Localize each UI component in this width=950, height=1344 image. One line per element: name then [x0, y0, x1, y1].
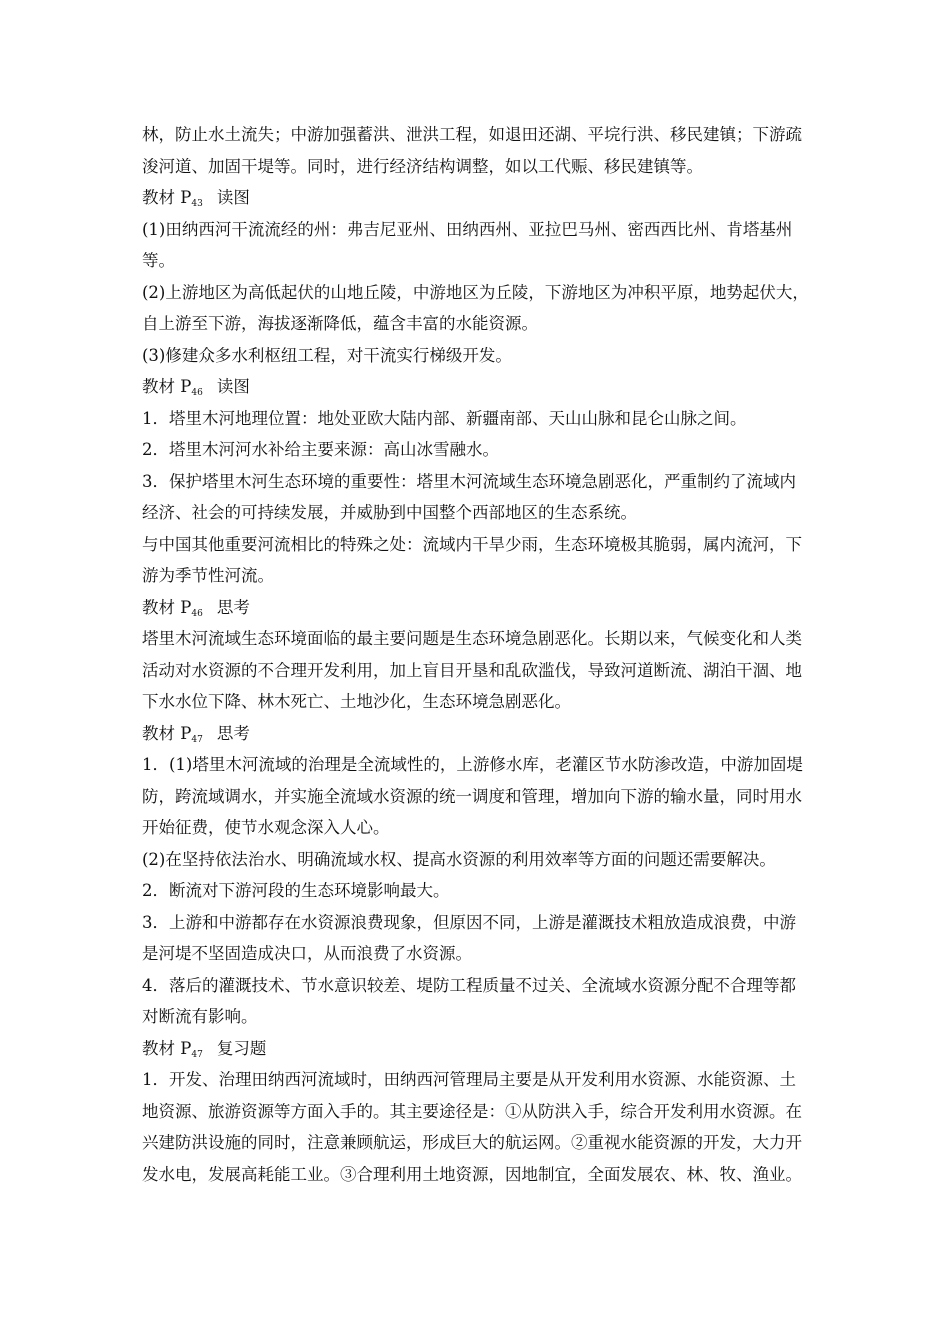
heading-prefix: 教材 P — [142, 188, 192, 207]
text-line: (3)修建众多水利枢纽工程，对干流实行梯级开发。 — [142, 345, 512, 365]
text-line: 3．保护塔里木河生态环境的重要性：塔里木河流域生态环境急剧恶化，严重制约了流域内 — [142, 471, 796, 491]
section-heading — [142, 182, 822, 214]
heading-prefix: 教材 P — [142, 377, 192, 396]
heading-prefix: 教材 P — [142, 1038, 192, 1058]
text-line: 与中国其他重要河流相比的特殊之处：流域内干旱少雨，生态环境极其脆弱，属内流河，下 — [142, 534, 802, 554]
text-line: 2．塔里木河河水补给主要来源：高山冰雪融水。 — [142, 440, 499, 459]
text-line: 经济、社会的可持续发展，并威胁到中国整个西部地区的生态系统。 — [142, 503, 637, 522]
text-line: 2．断流对下游河段的生态环境影响最大。 — [142, 881, 450, 900]
text-line: 1．(1)塔里木河流域的治理是全流域性的，上游修水库，老灌区节水防渗改造，中游加固堤 — [142, 755, 803, 774]
text-line: 4．落后的灌溉技术、节水意识较差、堤防工程质量不过关、全流域水资源分配不合理等都 — [142, 975, 796, 995]
section-heading — [142, 592, 822, 624]
text-line: 发水电，发展高耗能工业。③合理利用土地资源，因地制宜，全面发展农、林、牧、渔业。 — [142, 1164, 802, 1184]
page-number-subscript: 47 — [191, 1049, 203, 1060]
section-heading — [142, 1033, 822, 1065]
text-line: 活动对水资源的不合理开发利用，加上盲目开垦和乱砍滥伐，导致河道断流、湖泊干涸、地 — [142, 660, 802, 680]
text-line: (1)田纳西河干流流经的州：弗吉尼亚州、田纳西州、亚拉巴马州、密西西比州、肯塔基州 — [142, 219, 793, 239]
text-line: 对断流有影响。 — [142, 1007, 258, 1026]
heading-title: 思考 — [216, 597, 250, 617]
text-line: 等。 — [142, 251, 175, 270]
text-line: (2)上游地区为高低起伏的山地丘陵，中游地区为丘陵，下游地区为冲积平原，地势起伏大， — [142, 282, 809, 302]
text-line: 兴建防洪设施的同时，注意兼顾航运，形成巨大的航运网。②重视水能资源的开发，大力开 — [142, 1133, 802, 1152]
text-line: 1．开发、治理田纳西河流域时，田纳西河管理局主要是从开发利用水资源、水能资源、土 — [142, 1070, 796, 1089]
page-number-subscript: 46 — [191, 388, 203, 398]
text-line: 浚河道、加固干堤等。同时，进行经济结构调整，如以工代赈、移民建镇等。 — [142, 156, 703, 176]
document-body — [142, 119, 822, 1190]
heading-prefix: 教材 P — [142, 597, 192, 617]
text-line: (2)在坚持依法治水、明确流域水权、提高水资源的利用效率等方面的问题还需要解决。 — [142, 849, 776, 869]
text-line: 游为季节性河流。 — [142, 566, 274, 585]
text-line: 塔里木河流域生态环境面临的最主要问题是生态环境急剧恶化。长期以来，气候变化和人类 — [142, 629, 802, 648]
text-line: 1．塔里木河地理位置：地处亚欧大陆内部、新疆南部、天山山脉和昆仑山脉之间。 — [142, 408, 747, 428]
text-line: 自上游至下游，海拔逐渐降低，蕴含丰富的水能资源。 — [142, 314, 538, 333]
text-line: 是河堤不坚固造成决口，从而浪费了水资源。 — [142, 944, 472, 963]
text-line: 防，跨流域调水，并实施全流域水资源的统一调度和管理，增加向下游的输水量，同时用水 — [142, 786, 802, 806]
heading-title: 复习题 — [216, 1038, 267, 1058]
heading-title: 读图 — [216, 377, 250, 396]
heading-title: 思考 — [216, 723, 250, 743]
text-line: 林，防止水土流失；中游加强蓄洪、泄洪工程，如退田还湖、平垸行洪、移民建镇；下游疏 — [142, 125, 802, 144]
page-number-subscript: 46 — [191, 608, 203, 619]
text-line: 3．上游和中游都存在水资源浪费现象，但原因不同，上游是灌溉技术粗放造成浪费，中游 — [142, 912, 796, 932]
text-line: 开始征费，使节水观念深入人心。 — [142, 818, 390, 837]
page-number-subscript: 43 — [191, 199, 203, 209]
section-heading — [142, 718, 822, 750]
section-heading — [142, 371, 822, 403]
heading-title: 读图 — [216, 188, 250, 207]
heading-prefix: 教材 P — [142, 723, 192, 743]
text-line: 地资源、旅游资源等方面入手的。其主要途径是：①从防洪入手，综合开发利用水资源。在 — [142, 1101, 802, 1121]
page-number-subscript: 47 — [191, 734, 203, 745]
text-line: 下水水位下降、林木死亡、土地沙化，生态环境急剧恶化。 — [142, 692, 571, 711]
